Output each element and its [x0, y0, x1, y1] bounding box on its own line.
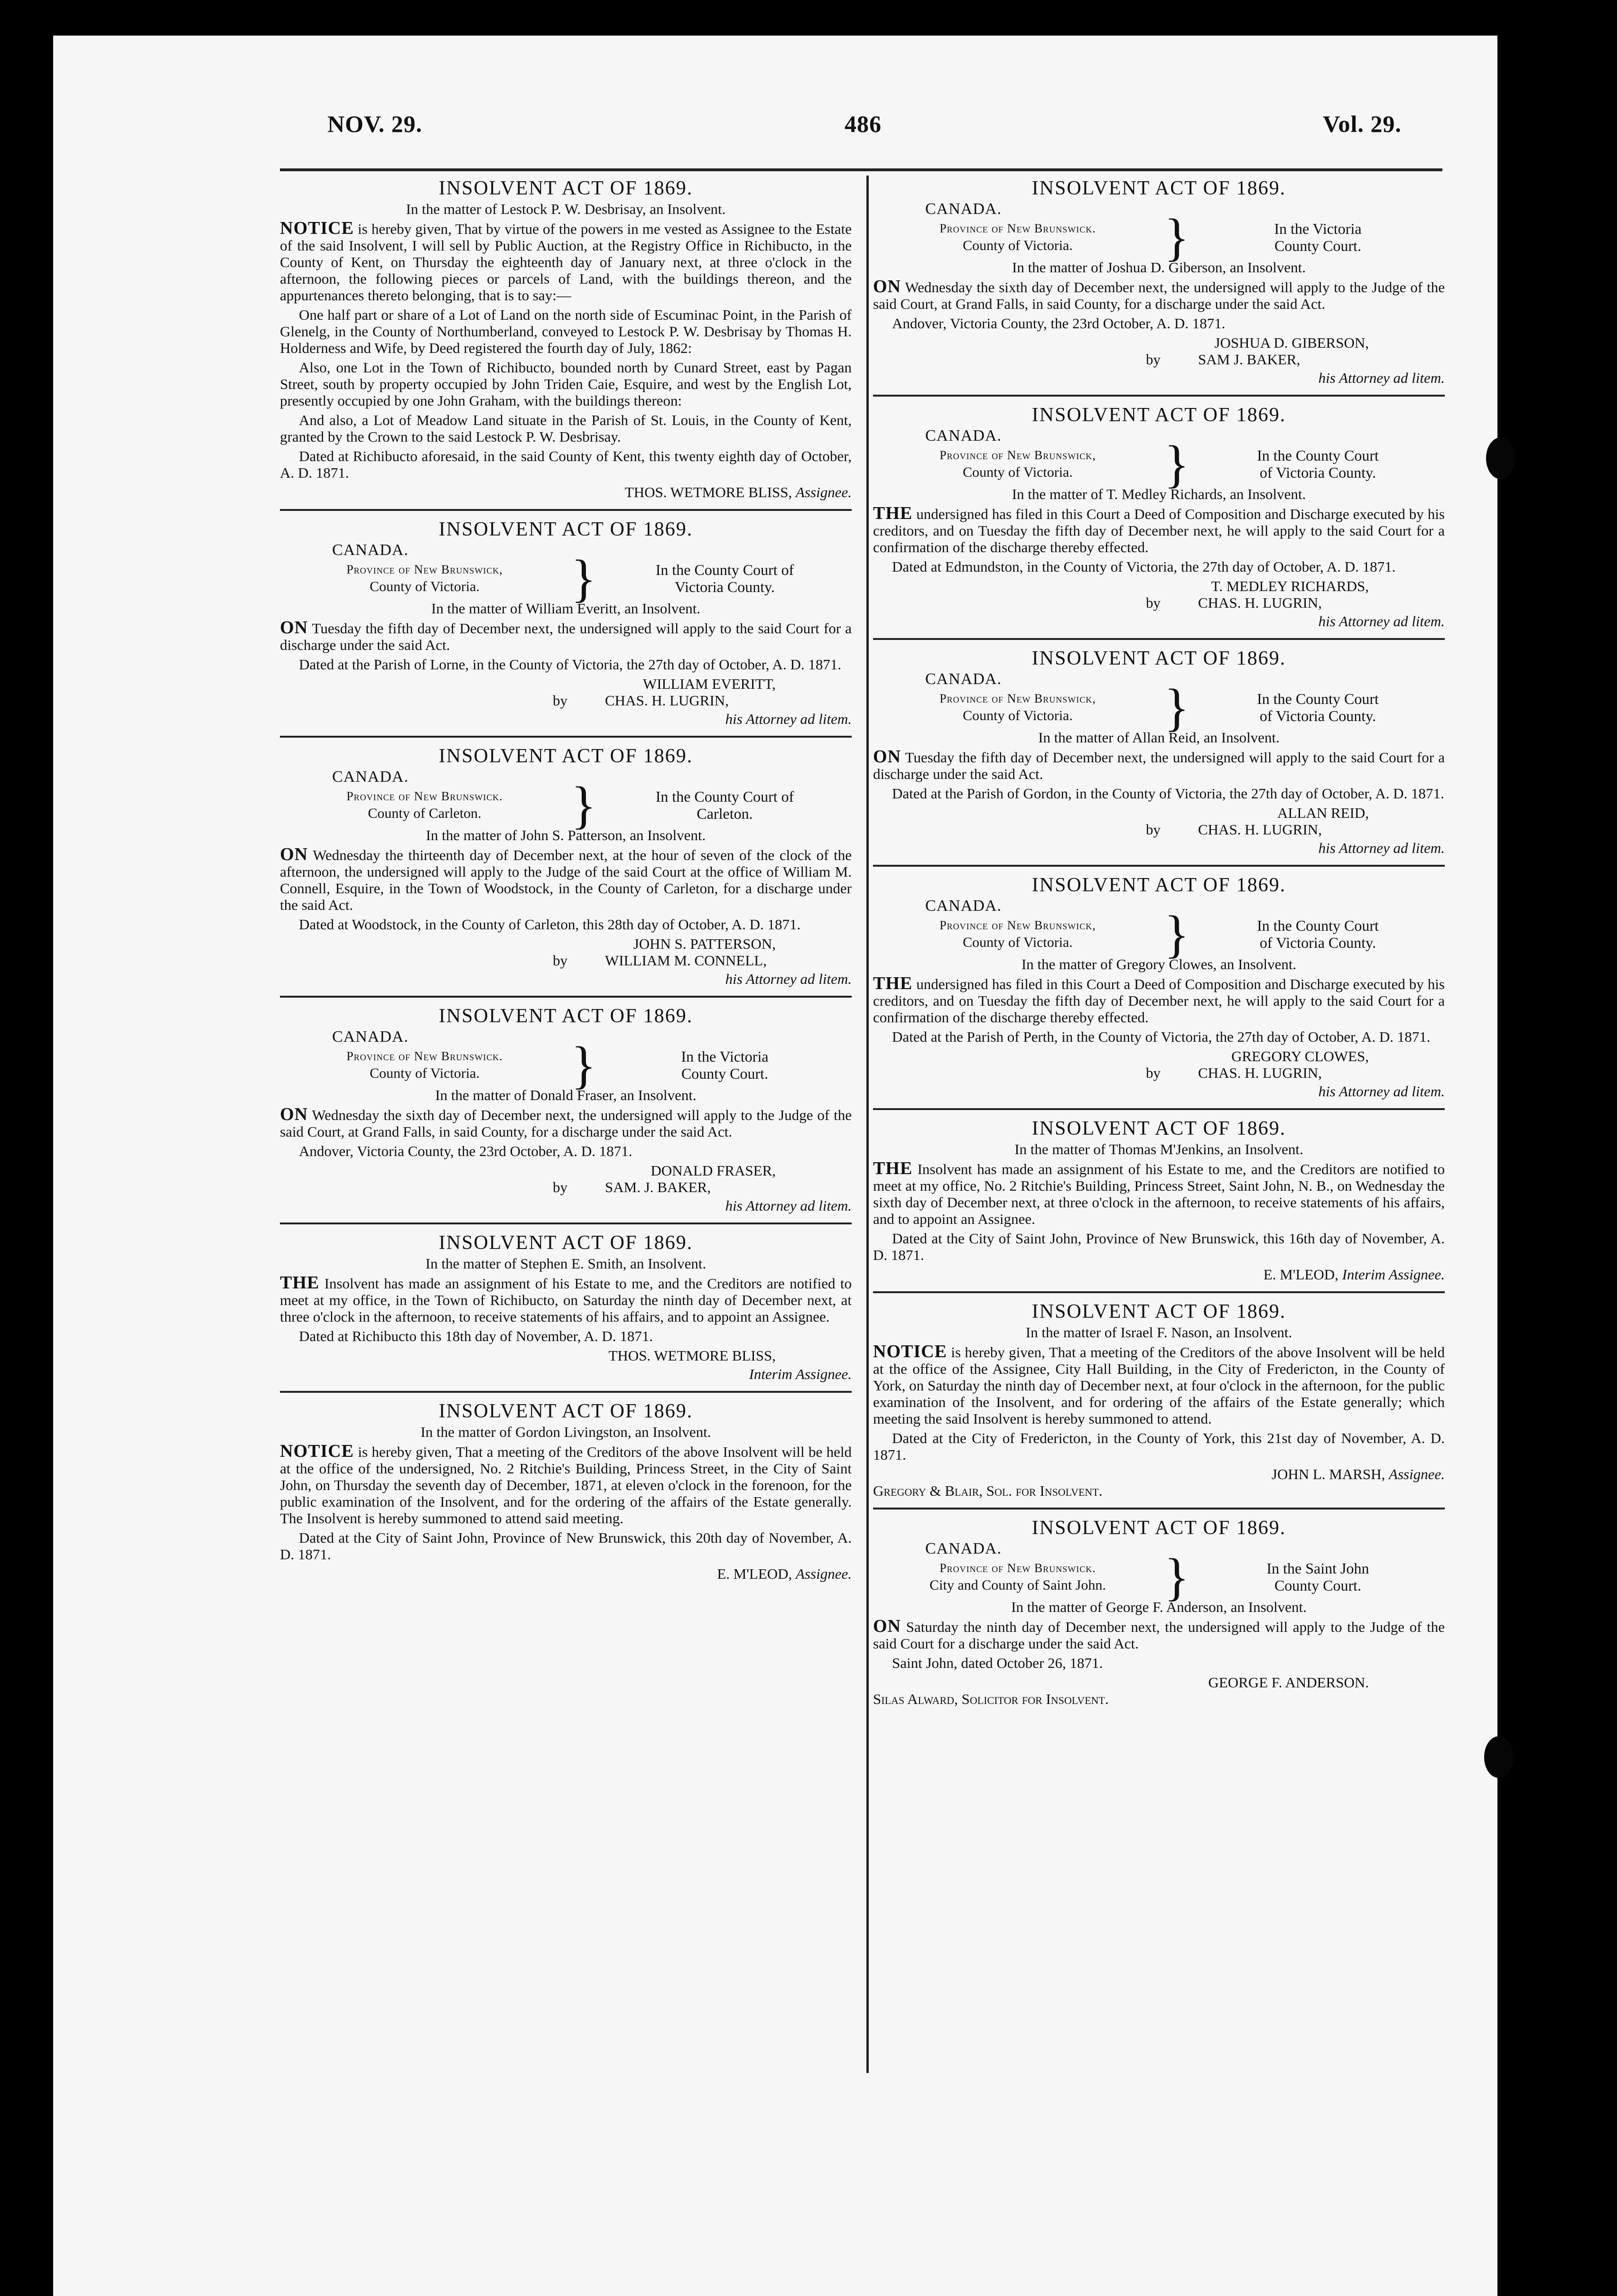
- notice-everitt: [280, 516, 852, 738]
- court-name-line1: In the County Court of: [655, 561, 794, 578]
- notice-title: INSOLVENT ACT OF 1869.: [438, 1232, 693, 1254]
- lead-word: ON: [873, 1616, 901, 1636]
- lead-text: is hereby given, That by virtue of the powers in me vested as Assignee to the Estate of the said Insolvent, I will sell by Public Auction, at the Registry Office in Richibucto, in the County of Kent, on Thursday the eighteenth day of January next, at three o'clock in the afternoon, the following pieces or parcels of Land, with the buildings thereon, and the appurtenances thereto belonging, that is to say:—: [280, 221, 852, 304]
- notice-body: [873, 1618, 1445, 1671]
- signer-role: Interim Assignee.: [1342, 1266, 1445, 1283]
- lead-text: Insolvent has made an assignment of his Estate to me, and the Creditors are notified to meet at my office, No. 2 Ritchie's Building, Princess Street, Saint John, N. B., on Wednesday the sixth day of December next, at three o'clock in the afternoon, to receive statements of his affairs, and to appoint an Assignee.: [873, 1161, 1445, 1227]
- notice-matter: In the matter of William Everitt, an Insolvent.: [431, 600, 701, 617]
- by-label: by: [553, 692, 567, 709]
- signer-name: T. MEDLEY RICHARDS,: [1211, 578, 1369, 594]
- lead-text: is hereby given, That a meeting of the Creditors of the above Insolvent will be held at the office of the Assignee, City Hall Building, in the City of Fredericton, in the County of York, on Saturday the ninth day of December next, at four o'clock in the afternoon, for the public examination of the Insolvent, and for ordering of the affairs of the Estate generally; which meeting the said Insolvent is hereby summoned to attend.: [873, 1344, 1445, 1427]
- attorney-line: [280, 952, 852, 969]
- notice-body: [280, 1275, 852, 1344]
- lead-word: NOTICE: [873, 1342, 947, 1361]
- dated-line: Dated at the Parish of Lorne, in the County of Victoria, the 27th day of October, A. D. 1871.: [299, 656, 842, 673]
- binding-hole-top: [1486, 437, 1515, 479]
- solicitor-line: Gregory & Blair, Sol. for Insolvent.: [873, 1482, 1103, 1499]
- dated-line: Dated at the Parish of Perth, in the County of Victoria, the 27th day of October, A. D. 1871.: [892, 1028, 1431, 1045]
- notice-title: INSOLVENT ACT OF 1869.: [438, 518, 693, 540]
- paragraph: Also, one Lot in the Town of Richibucto, bounded north by Cunard Street, east by Pagan Street, south by property occupied by John Triden Caie, Esquire, and west by the English Lot, presently occupied by one John Graham, with the buildings thereon:: [280, 359, 852, 409]
- attorney-name: SAM. J. BAKER,: [605, 1179, 711, 1195]
- province-label: Province of New Brunswick,: [939, 918, 1096, 932]
- county-label: City and County of Saint John.: [929, 1577, 1106, 1593]
- notice-body: [280, 1443, 852, 1563]
- court-name-line2: of Victoria County.: [1259, 707, 1376, 724]
- by-label: by: [1146, 351, 1161, 368]
- brace: }: [1164, 435, 1190, 493]
- notice-matter: In the matter of Gordon Livingston, an Insolvent.: [420, 1424, 711, 1440]
- notice-matter: In the matter of Allan Reid, an Insolvent.: [1038, 729, 1280, 746]
- attorney-line: [873, 351, 1445, 368]
- county-label: County of Victoria.: [963, 935, 1073, 950]
- dated-line: Dated at the Parish of Gordon, in the County of Victoria, the 27th day of October, A. D. 1871.: [892, 785, 1444, 802]
- signer-name: DONALD FRASER,: [651, 1162, 776, 1179]
- notice-reid: [873, 645, 1445, 867]
- canada-heading: CANADA.: [332, 541, 409, 559]
- brace: }: [571, 776, 596, 834]
- notice-title: INSOLVENT ACT OF 1869.: [1032, 648, 1286, 669]
- signature: [873, 1266, 1445, 1283]
- solicitor-line: Silas Alward, Solicitor for Insolvent.: [873, 1691, 1109, 1707]
- notice-body: [873, 505, 1445, 575]
- court-name-line2: County Court.: [681, 1065, 769, 1082]
- signer-name: JOHN L. MARSH,: [1271, 1466, 1385, 1482]
- attorney-role: his Attorney ad litem.: [1318, 1083, 1445, 1100]
- notice-body: [280, 1106, 852, 1159]
- by-label: by: [553, 1179, 567, 1195]
- notice-giberson: [873, 175, 1445, 397]
- brace: }: [571, 1036, 596, 1094]
- dated-line: Dated at the City of Saint John, Province of New Brunswick, this 16th day of November, A. D. 1871.: [873, 1230, 1445, 1263]
- notice-body: [873, 1160, 1445, 1263]
- signer-name: ALLAN REID,: [1277, 805, 1369, 821]
- signer-name: THOS. WETMORE BLISS,: [624, 484, 792, 500]
- signer-name: THOS. WETMORE BLISS,: [608, 1347, 776, 1364]
- county-label: County of Victoria.: [370, 1065, 480, 1081]
- court-name-line1: In the Victoria: [1274, 220, 1362, 237]
- lead-text: is hereby given, That a meeting of the Creditors of the above Insolvent will be held at the office of the undersigned, No. 2 Ritchie's Building, Princess Street, in the City of Saint John, on Thursday the seventh day of December, 1871, at eleven o'clock in the forenoon, for the public examination of the Insolvent, and for the ordering of the affairs of the Estate generally. The Insolvent is hereby summoned to attend said meeting.: [280, 1444, 852, 1527]
- notice-title: INSOLVENT ACT OF 1869.: [438, 177, 693, 199]
- lead-word: ON: [873, 277, 901, 296]
- paragraph: And also, a Lot of Meadow Land situate in the Parish of St. Louis, in the County of Kent, granted by the Crown to the said Lestock P. W. Desbrisay.: [280, 412, 852, 445]
- lead-word: ON: [280, 1104, 308, 1124]
- page-number: 486: [845, 111, 882, 137]
- lead-text: Wednesday the sixth day of December next, the undersigned will apply to the Judge of the said Court, at Grand Falls, in said County, for a discharge under the said Act.: [280, 1107, 852, 1140]
- notice-body: [873, 278, 1445, 332]
- lead-text: Wednesday the thirteenth day of December next, at the hour of seven of the clock of the afternoon, the undersigned will apply to the Judge of the said Court at the office of William M. Connell, Esquire, in the Town of Woodstock, in the County of Carleton, for a discharge under the said Act.: [280, 847, 852, 913]
- county-label: County of Victoria.: [963, 708, 1073, 723]
- signature: [280, 484, 852, 500]
- header-rule: [280, 168, 1442, 171]
- right-column: [873, 175, 1445, 1721]
- notice-anderson: [873, 1514, 1445, 1716]
- notice-title: INSOLVENT ACT OF 1869.: [1032, 177, 1286, 199]
- signer-role: Assignee.: [1389, 1466, 1445, 1482]
- notice-title: INSOLVENT ACT OF 1869.: [438, 1005, 693, 1027]
- lead-text: Wednesday the sixth day of December next, the undersigned will apply to the Judge of the said Court, at Grand Falls, in said County, for a discharge under the said Act.: [873, 279, 1445, 312]
- paragraph: One half part or share of a Lot of Land on the north side of Escuminac Point, in the Parish of Glenelg, in the County of Northumberland, conveyed to Lestock P. W. Desbrisay by Thomas H. Holderness and Wife, by Deed registered the fourth day of July, 1862:: [280, 306, 852, 356]
- dated-line: Saint John, dated October 26, 1871.: [892, 1655, 1103, 1671]
- notice-matter: In the matter of Lestock P. W. Desbrisay, an Insolvent.: [406, 201, 726, 217]
- by-label: by: [1146, 821, 1161, 838]
- notice-matter: In the matter of Stephen E. Smith, an Insolvent.: [425, 1255, 706, 1272]
- court-name-line2: of Victoria County.: [1259, 464, 1376, 481]
- court-name-line2: County Court.: [1274, 1577, 1362, 1594]
- attorney-line: [280, 1179, 852, 1195]
- attorney-name: SAM J. BAKER,: [1198, 351, 1301, 368]
- court-name-line1: In the County Court: [1257, 917, 1379, 934]
- notice-body: [280, 620, 852, 673]
- notice-fraser: [280, 1002, 852, 1224]
- lead-text: Insolvent has made an assignment of his Estate to me, and the Creditors are notified to meet at my office, in the Town of Richibucto, on Saturday the ninth day of December next, at three o'clock in the afternoon, to receive statements of his affairs, and to appoint an Assignee.: [280, 1275, 852, 1325]
- attorney-line: [873, 821, 1445, 838]
- notice-nason: [873, 1298, 1445, 1509]
- brace: }: [1164, 905, 1190, 963]
- province-label: Province of New Brunswick.: [346, 1049, 503, 1063]
- notice-clowes: [873, 871, 1445, 1110]
- lead-text: Saturday the ninth day of December next, the undersigned will apply to the Judge of the said Court for a discharge under the said Act.: [873, 1619, 1445, 1652]
- lead-text: undersigned has filed in this Court a Deed of Composition and Discharge executed by his creditors, and on Tuesday the fifth day of December next, he will apply to the said Court for a confirmation of the discharge thereby effected.: [873, 976, 1445, 1026]
- court-name-line1: In the County Court: [1257, 690, 1379, 707]
- attorney-name: CHAS. H. LUGRIN,: [1198, 821, 1322, 838]
- dated-line: Dated at the City of Saint John, Province of New Brunswick, this 20th day of November, A. D. 1871.: [280, 1529, 852, 1563]
- signer-role: Interim Assignee.: [749, 1366, 852, 1382]
- lead-text: undersigned has filed in this Court a Deed of Composition and Discharge executed by his creditors, and on Tuesday the fifth day of December next, he will apply to the said Court for a confirmation of the discharge thereby effected.: [873, 506, 1445, 555]
- notice-matter: In the matter of George F. Anderson, an Insolvent.: [1011, 1599, 1307, 1615]
- by-label: by: [553, 952, 567, 969]
- canada-heading: CANADA.: [925, 670, 1002, 688]
- province-label: Province of New Brunswick,: [939, 692, 1096, 705]
- brace: }: [1164, 208, 1190, 266]
- lead-word: ON: [280, 844, 308, 864]
- dated-line: Dated at Edmundston, in the County of Victoria, the 27th day of October, A. D. 1871.: [892, 558, 1396, 575]
- lead-text: Tuesday the fifth day of December next, the undersigned will apply to the said Court for a discharge under the said Act.: [280, 620, 852, 653]
- attorney-role: his Attorney ad litem.: [1318, 613, 1445, 630]
- dated-line: Dated at Woodstock, in the County of Carleton, this 28th day of October, A. D. 1871.: [299, 916, 801, 933]
- signer-name: GREGORY CLOWES,: [1231, 1048, 1369, 1065]
- by-label: by: [1146, 1065, 1161, 1081]
- signer-name: GEORGE F. ANDERSON.: [1208, 1674, 1369, 1691]
- county-label: County of Victoria.: [963, 464, 1073, 480]
- attorney-role: his Attorney ad litem.: [725, 971, 852, 987]
- notice-matter: In the matter of Israel F. Nason, an Insolvent.: [1025, 1324, 1292, 1341]
- signer-name: JOSHUA D. GIBERSON,: [1214, 334, 1369, 351]
- notice-matter: In the matter of T. Medley Richards, an Insolvent.: [1012, 486, 1306, 502]
- attorney-name: CHAS. H. LUGRIN,: [1198, 1065, 1322, 1081]
- notice-matter: In the matter of Joshua D. Giberson, an Insolvent.: [1012, 259, 1306, 276]
- left-column: [280, 175, 852, 1595]
- notice-title: INSOLVENT ACT OF 1869.: [1032, 1118, 1286, 1139]
- lead-word: THE: [873, 1158, 913, 1178]
- by-label: by: [1146, 594, 1161, 611]
- volume-label: Vol. 29.: [1323, 111, 1402, 137]
- dated-line: Andover, Victoria County, the 23rd October, A. D. 1871.: [892, 315, 1226, 332]
- province-label: Province of New Brunswick.: [346, 789, 503, 803]
- canada-heading: CANADA.: [332, 768, 409, 786]
- notice-title: INSOLVENT ACT OF 1869.: [1032, 1301, 1286, 1323]
- canada-heading: CANADA.: [332, 1028, 409, 1046]
- attorney-name: CHAS. H. LUGRIN,: [1198, 594, 1322, 611]
- court-name-line1: In the Victoria: [681, 1048, 769, 1065]
- county-label: County of Victoria.: [963, 238, 1073, 253]
- province-label: Province of New Brunswick.: [939, 1561, 1096, 1575]
- court-name-line1: In the Saint John: [1266, 1560, 1369, 1577]
- lead-word: ON: [873, 747, 901, 767]
- dated-line: Andover, Victoria County, the 23rd October, A. D. 1871.: [299, 1143, 632, 1159]
- brace: }: [1164, 678, 1190, 736]
- attorney-name: WILLIAM M. CONNELL,: [605, 952, 767, 969]
- notice-title: INSOLVENT ACT OF 1869.: [438, 1400, 693, 1422]
- signer-name: WILLIAM EVERITT,: [642, 676, 776, 692]
- court-name-line2: Victoria County.: [674, 578, 775, 595]
- lead-word: NOTICE: [280, 218, 354, 238]
- signature: [873, 1466, 1445, 1482]
- signer-role: Assignee.: [796, 1565, 852, 1582]
- attorney-role: his Attorney ad litem.: [1318, 840, 1445, 856]
- notice-richards: [873, 401, 1445, 640]
- lead-word: ON: [280, 618, 308, 638]
- brace: }: [571, 549, 596, 607]
- binding-hole-bottom: [1484, 1736, 1514, 1778]
- court-name-line1: In the County Court: [1257, 447, 1379, 464]
- court-name-line2: Carleton.: [697, 805, 753, 822]
- notice-body: [280, 220, 852, 481]
- notice-matter: In the matter of Thomas M'Jenkins, an Insolvent.: [1014, 1141, 1303, 1157]
- attorney-line: [280, 692, 852, 709]
- lead-word: THE: [280, 1273, 320, 1293]
- province-label: Province of New Brunswick.: [939, 222, 1096, 235]
- brace: }: [1164, 1548, 1190, 1606]
- column-divider: [866, 176, 869, 2073]
- notice-title: INSOLVENT ACT OF 1869.: [438, 745, 693, 767]
- attorney-line: [873, 594, 1445, 611]
- notice-matter: In the matter of John S. Patterson, an Insolvent.: [426, 827, 706, 843]
- notice-patterson: [280, 742, 852, 998]
- issue-date: NOV. 29.: [327, 111, 423, 137]
- notice-title: INSOLVENT ACT OF 1869.: [1032, 874, 1286, 896]
- notice-matter: In the matter of Gregory Clowes, an Insolvent.: [1021, 956, 1297, 972]
- signer-name: E. M'LEOD,: [1263, 1266, 1338, 1283]
- notice-body: [280, 846, 852, 933]
- notice-body: [873, 975, 1445, 1045]
- attorney-role: his Attorney ad litem.: [725, 711, 852, 727]
- notice-smith: [280, 1229, 852, 1393]
- signature: [280, 1565, 852, 1582]
- lead-word: THE: [873, 503, 913, 523]
- lead-word: THE: [873, 973, 913, 993]
- notice-body: [873, 749, 1445, 802]
- notice-title: INSOLVENT ACT OF 1869.: [1032, 1517, 1286, 1539]
- court-name-line1: In the County Court of: [655, 788, 794, 805]
- canada-heading: CANADA.: [925, 897, 1002, 915]
- signer-role: Assignee.: [796, 484, 852, 500]
- signer-name: E. M'LEOD,: [717, 1565, 792, 1582]
- lead-word: NOTICE: [280, 1441, 354, 1461]
- signer-name: JOHN S. PATTERSON,: [633, 935, 776, 952]
- canada-heading: CANADA.: [925, 200, 1002, 218]
- dated-line: Dated at Richibucto aforesaid, in the said County of Kent, this twenty eighth day of October, A. D. 1871.: [280, 448, 852, 481]
- province-label: Province of New Brunswick,: [346, 563, 503, 576]
- canada-heading: CANADA.: [925, 427, 1002, 444]
- notice-mjenkins: [873, 1115, 1445, 1293]
- dated-line: Dated at the City of Fredericton, in the County of York, this 21st day of November, A. D. 1871.: [873, 1430, 1445, 1463]
- attorney-name: CHAS. H. LUGRIN,: [605, 692, 729, 709]
- lead-text: Tuesday the fifth day of December next, the undersigned will apply to the said Court for a discharge under the said Act.: [873, 749, 1445, 782]
- notice-title: INSOLVENT ACT OF 1869.: [1032, 404, 1286, 426]
- notice-body: [873, 1343, 1445, 1463]
- notice-matter: In the matter of Donald Fraser, an Insolvent.: [435, 1087, 697, 1103]
- attorney-role: his Attorney ad litem.: [725, 1197, 852, 1214]
- county-label: County of Carleton.: [368, 805, 482, 821]
- attorney-role: his Attorney ad litem.: [1318, 370, 1445, 386]
- attorney-line: [873, 1065, 1445, 1081]
- notice-livingston: [280, 1398, 852, 1591]
- canada-heading: CANADA.: [925, 1540, 1002, 1557]
- dated-line: Dated at Richibucto this 18th day of November, A. D. 1871.: [299, 1328, 653, 1344]
- county-label: County of Victoria.: [370, 579, 480, 594]
- province-label: Province of New Brunswick,: [939, 448, 1096, 462]
- court-name-line2: of Victoria County.: [1259, 934, 1376, 951]
- court-name-line2: County Court.: [1274, 237, 1362, 254]
- notice-desbrisay: [280, 175, 852, 511]
